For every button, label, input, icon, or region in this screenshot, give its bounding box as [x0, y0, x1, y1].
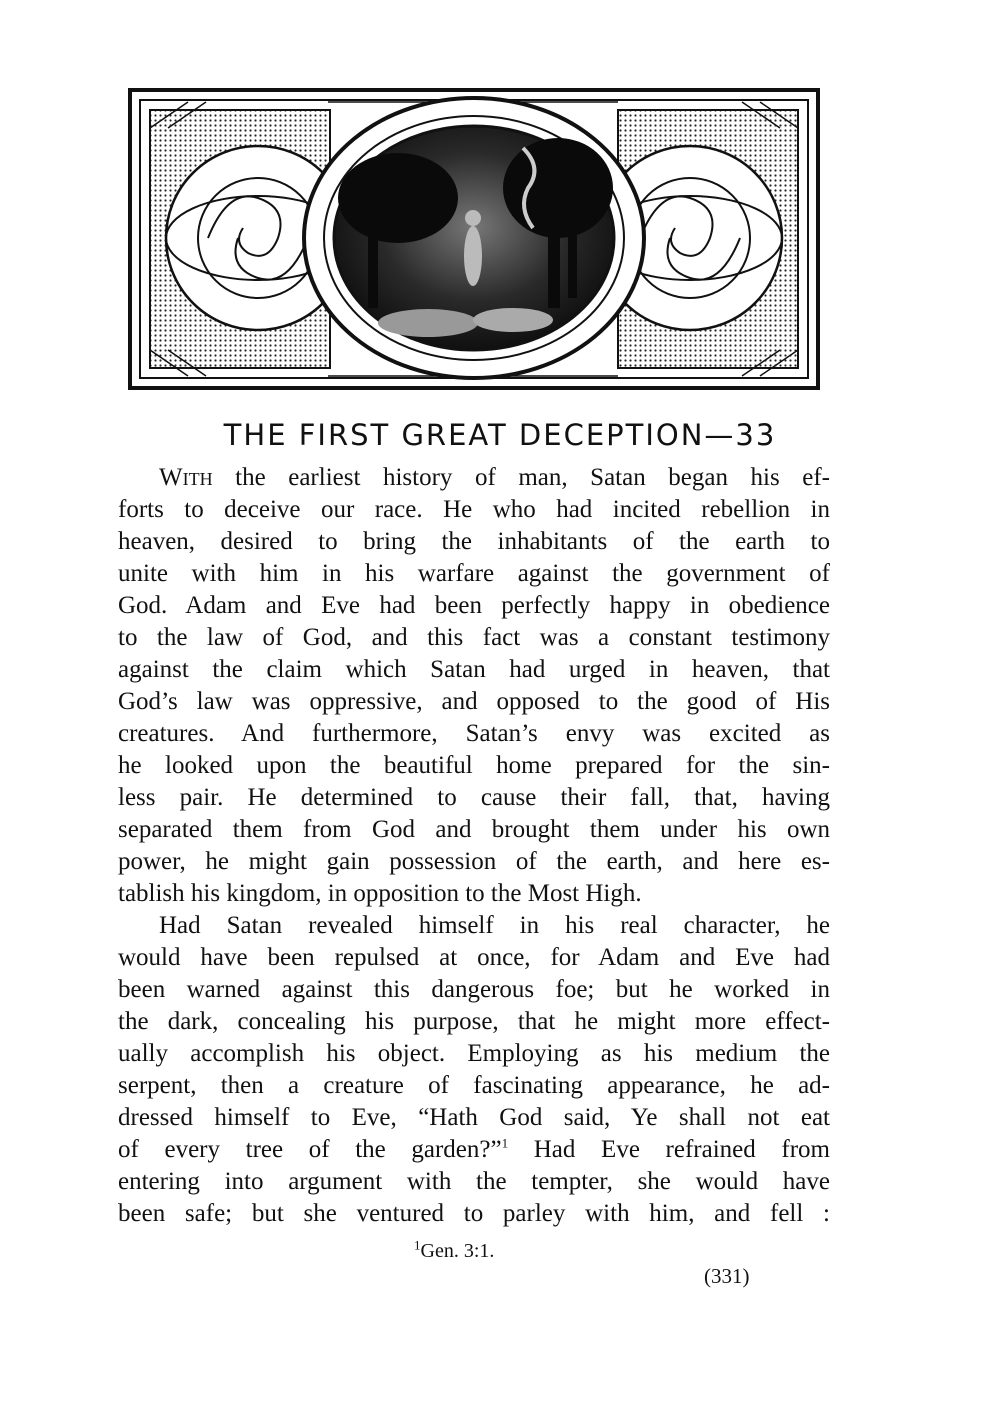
paragraph2-line: dressed himself to Eve, “Hath God said, Ye shall not eat: [118, 1104, 830, 1131]
paragraph1-line: With the earliest history of man, Satan began his ef-: [159, 464, 830, 491]
paragraph1-line: God’s law was oppressive, and opposed to the good of His: [118, 688, 830, 715]
paragraph1-line: unite with him in his warfare against the government of: [118, 560, 830, 587]
paragraph2-line: the dark, concealing his purpose, that he might more effect-: [118, 1008, 830, 1035]
paragraph1-line: against the claim which Satan had urged in heaven, that: [118, 656, 830, 683]
paragraph2-line: Had Satan revealed himself in his real character, he: [159, 912, 830, 939]
paragraph1-line: less pair. He determined to cause their fall, that, having: [118, 784, 830, 811]
paragraph2-line: entering into argument with the tempter, she would have: [118, 1168, 830, 1195]
paragraph2-line: been safe; but she ventured to parley with him, and fell :: [118, 1200, 830, 1227]
paragraph2-line: ually accomplish his object. Employing as his medium the: [118, 1040, 830, 1067]
paragraph1-line: forts to deceive our race. He who had incited rebellion in: [118, 496, 830, 523]
paragraph2-line: serpent, then a creature of fascinating appearance, he ad-: [118, 1072, 830, 1099]
paragraph2-line: of every tree of the garden?”$^1$ Had Eve refrained from: [118, 1135, 831, 1163]
paragraph1-line: God. Adam and Eve had been perfectly happy in obedience: [118, 592, 830, 619]
footnote: [414, 1237, 495, 1263]
page-number: (331): [704, 1264, 750, 1288]
paragraph2-line: would have been repulsed at once, for Adam and Eve had: [118, 944, 830, 971]
paragraph1-line: heaven, desired to bring the inhabitants of the earth to: [118, 528, 830, 555]
paragraph1-line: power, he might gain possession of the earth, and here es-: [118, 848, 830, 875]
paragraph1-line: tablish his kingdom, in opposition to the Most High.: [118, 880, 642, 907]
footnote-marker: 1: [414, 1237, 421, 1253]
footnote-reference: 1: [501, 1135, 509, 1151]
paragraph1-line: separated them from God and brought them under his own: [118, 816, 830, 843]
paragraph1-line: creatures. And furthermore, Satan’s envy was excited as: [118, 720, 830, 747]
paragraph1-line: to the law of God, and this fact was a constant testimony: [118, 624, 830, 651]
chapter-title: THE FIRST GREAT DECEPTION—33: [223, 418, 777, 452]
paragraph1-line: he looked upon the beautiful home prepared for the sin-: [118, 752, 830, 779]
paragraph2-line: been warned against this dangerous foe; but he worked in: [118, 976, 830, 1003]
drop-word: With: [159, 464, 213, 491]
footnote-text: Gen. 3:1.: [420, 1240, 495, 1262]
chapter-header-illustration: [128, 88, 820, 390]
